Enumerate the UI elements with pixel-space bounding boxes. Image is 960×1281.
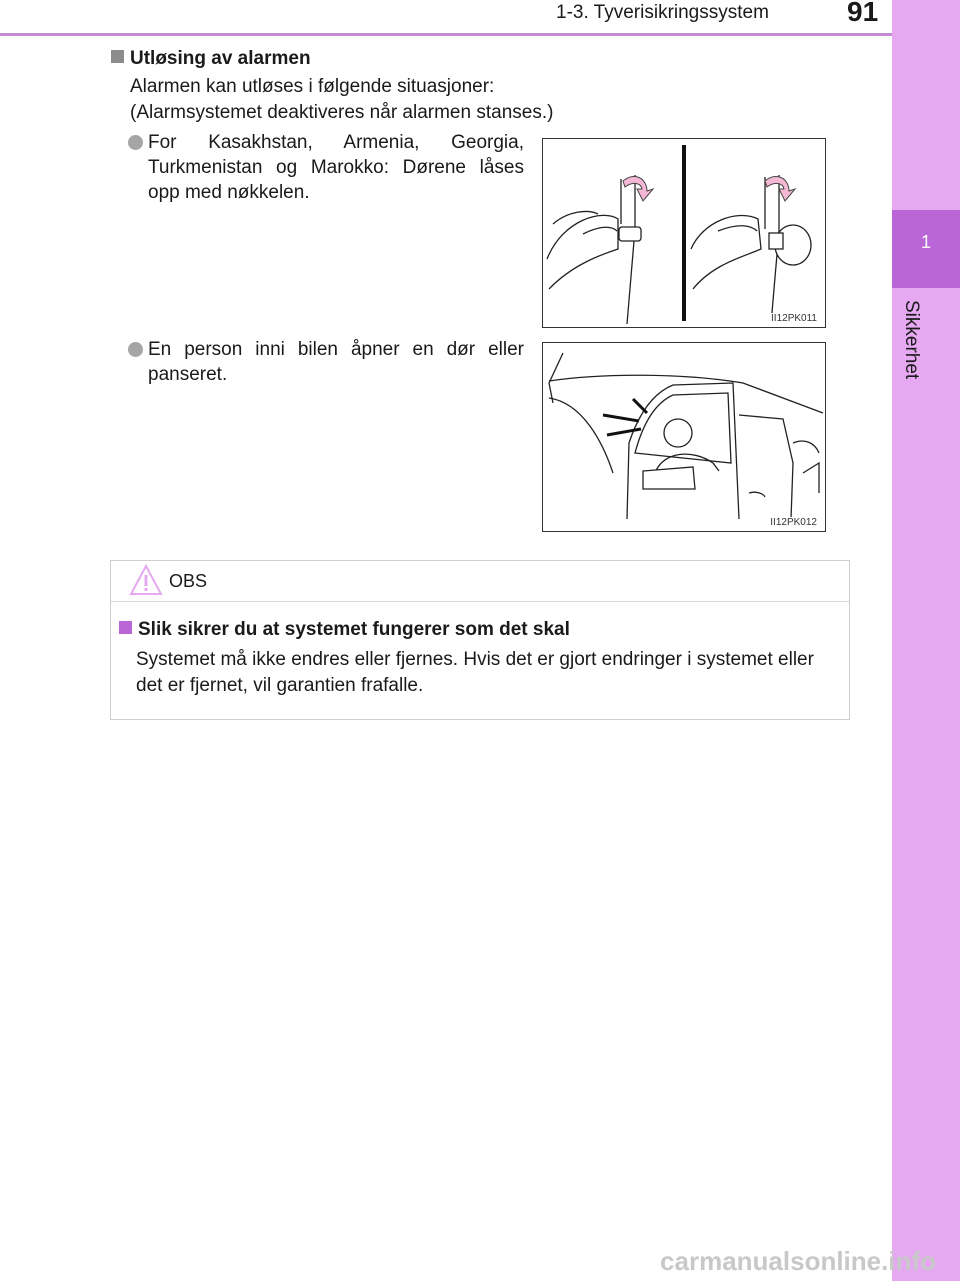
round-bullet-icon [128,342,143,357]
side-tab-strip [892,0,960,1281]
header-rule [0,33,892,36]
intro-line-1: Alarmen kan utløses i følgende situasjoner: [130,76,495,97]
list-item [128,130,524,205]
chapter-tab[interactable] [892,210,960,288]
chapter-label: Sikkerhet [901,300,922,380]
section-heading-text: Utløsing av alarmen [130,48,311,69]
header-section-title: 1-3. Tyverisikringssystem [556,2,769,23]
illustration-person-opens-door [542,342,826,532]
square-bullet-icon [119,621,132,634]
list-item-text: En person inni bilen åpner en dør eller panseret. [148,339,524,385]
page-number: 91 [847,0,879,27]
round-bullet-icon [128,135,143,150]
illustration-code: II12PK012 [770,517,817,528]
list-item [128,337,524,387]
obs-header [111,561,849,602]
obs-body: Systemet må ikke endres eller fjernes. Hvis det er gjort endringer i systemet eller det er fjernet, vil garantien frafalle. [136,649,814,696]
chapter-number: 1 [920,232,931,252]
warning-triangle-icon [129,564,163,596]
intro-line-2: (Alarmsystemet deaktiveres når alarmen stanses.) [130,102,554,123]
obs-notice-box [110,560,850,720]
illustration-key-unlock [542,138,826,328]
person-opens-door-drawing [543,343,825,531]
obs-label: OBS [169,571,208,591]
illustration-code: II12PK011 [771,313,817,324]
square-bullet-icon [111,50,124,63]
section-intro [130,74,650,126]
obs-heading [119,619,570,641]
watermark: carmanualsonline.info [660,1246,936,1276]
key-unlock-drawing [543,139,825,327]
section-heading [111,48,311,70]
obs-heading-text: Slik sikrer du at systemet fungerer som det skal [138,619,570,640]
list-item-text: For Kasakhstan, Armenia, Georgia, Turkmenistan og Marokko: Dørene låses opp med nøkkelen. [148,132,524,203]
